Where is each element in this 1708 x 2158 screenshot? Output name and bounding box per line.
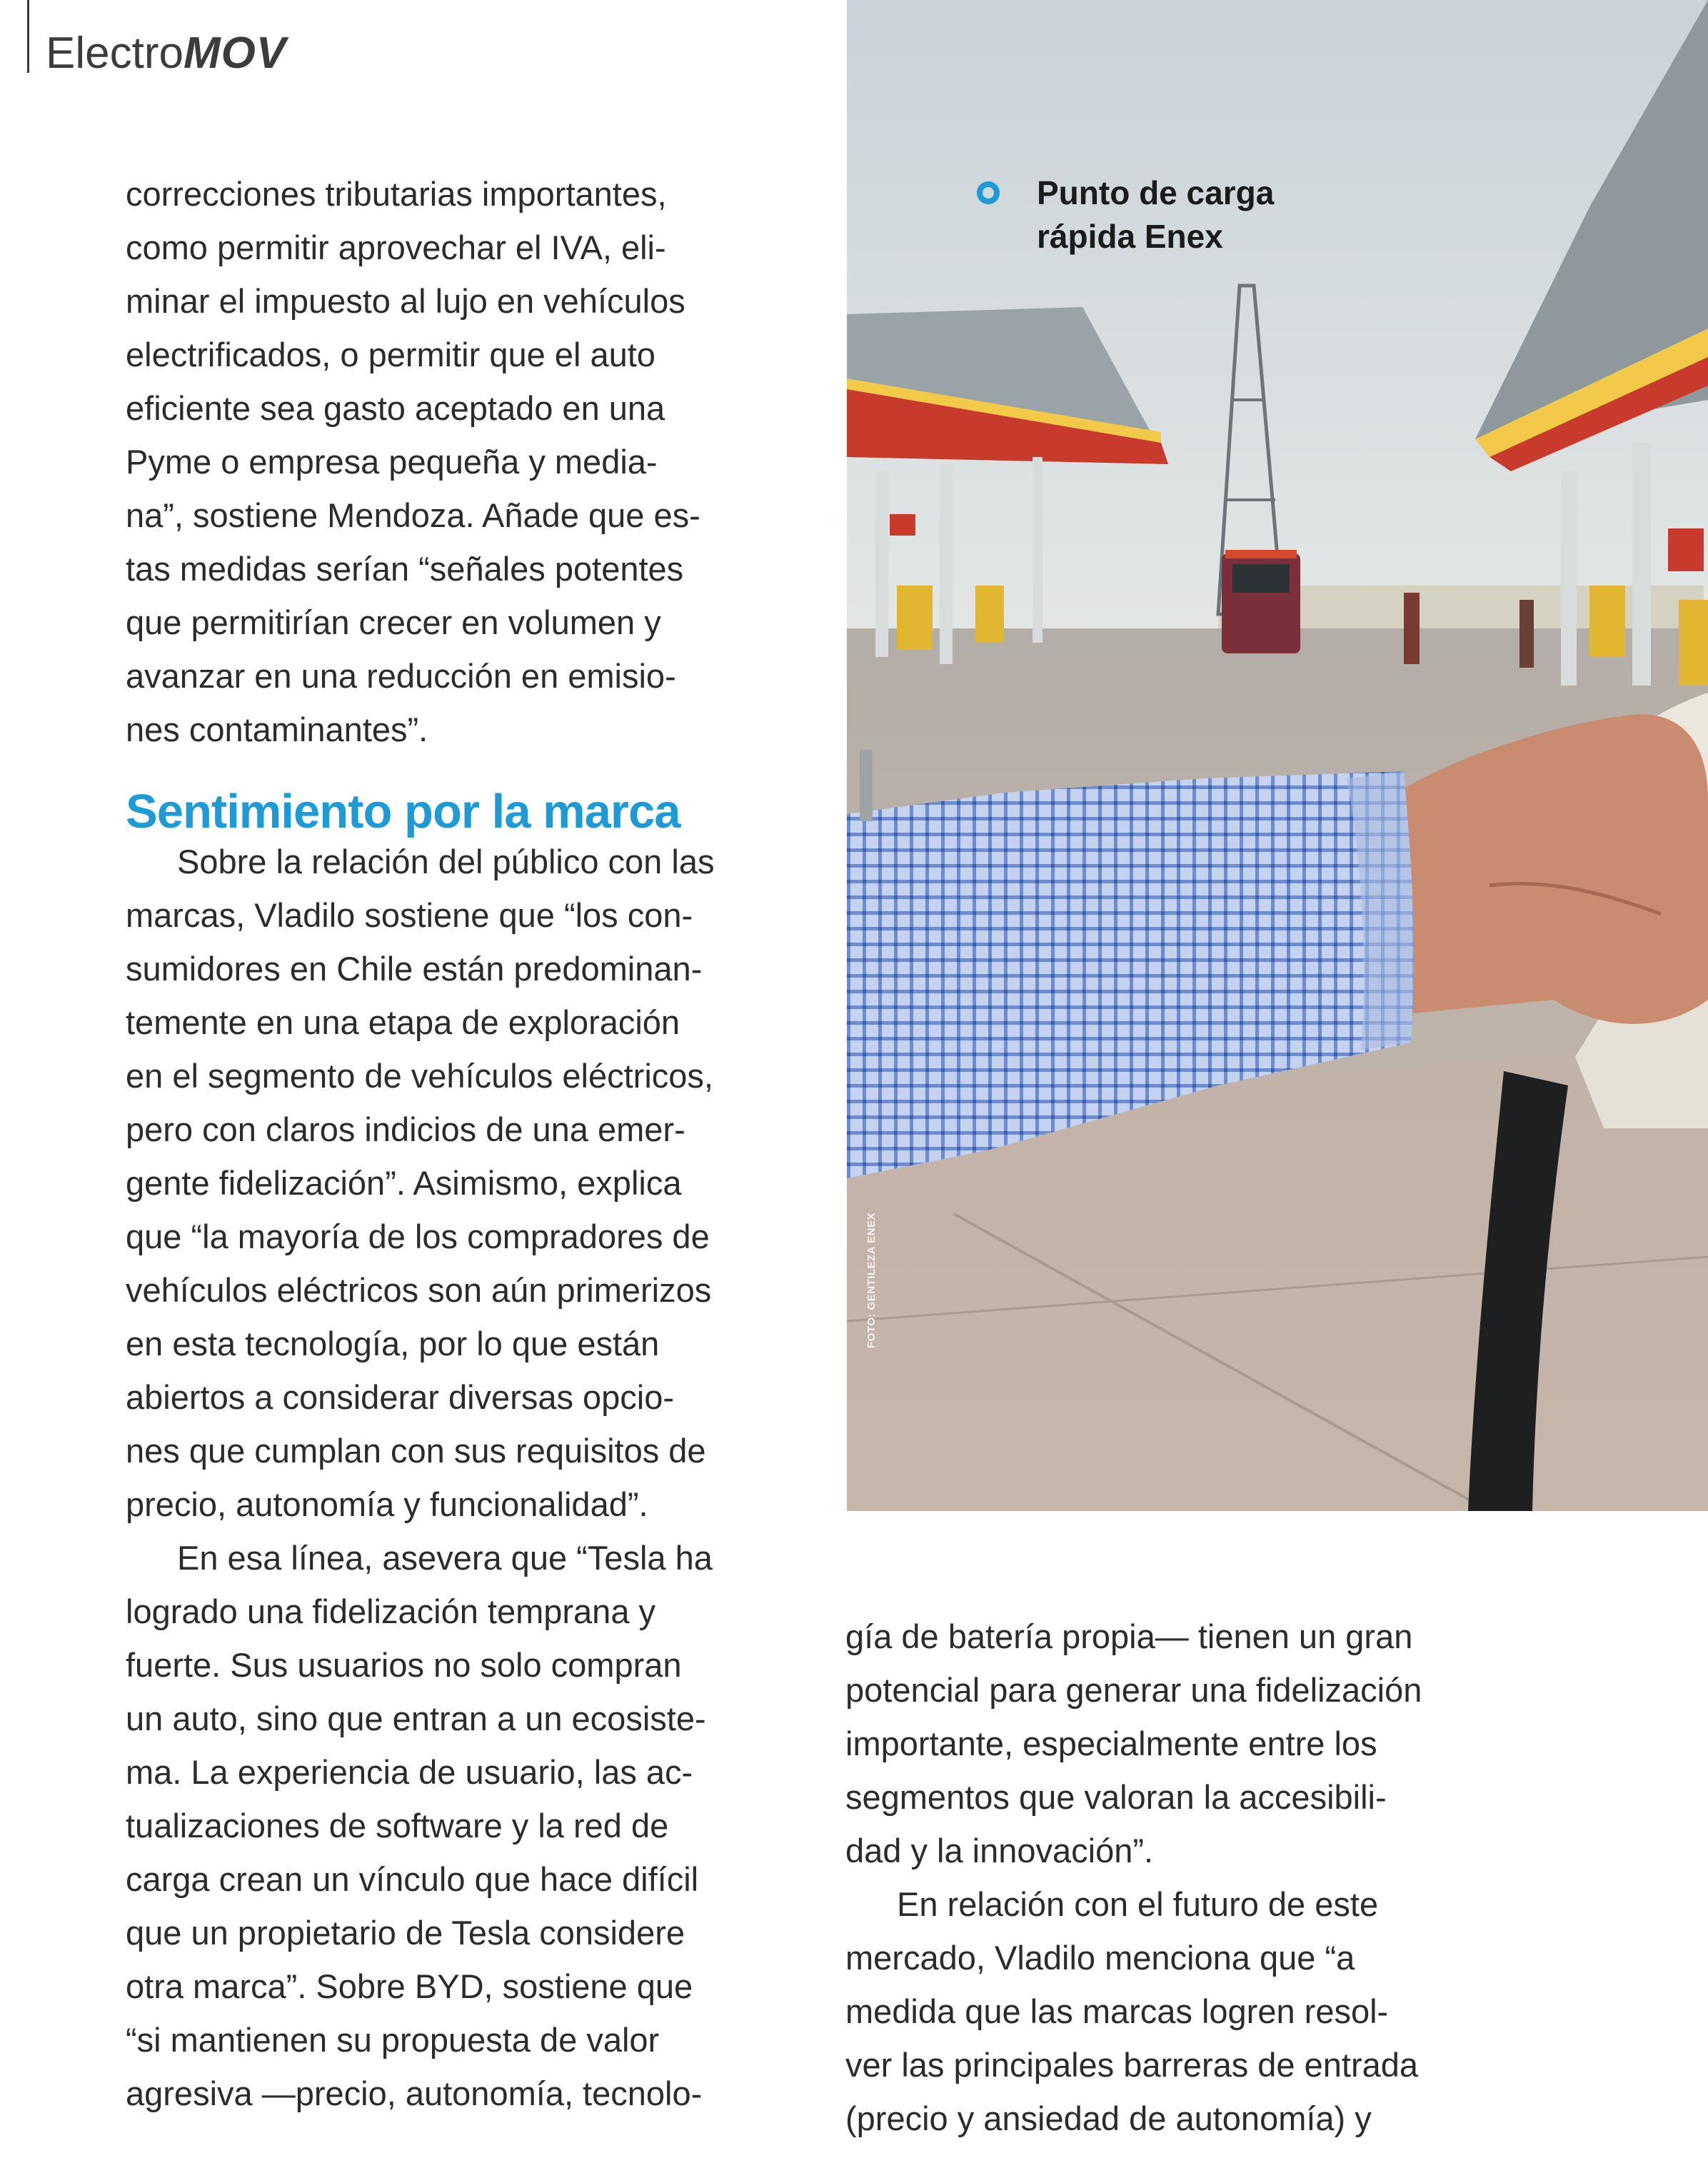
text-line: carga crean un vínculo que hace difícil: [126, 1860, 699, 1898]
paragraph-market-future: [845, 1877, 1631, 2145]
text-line: nes contaminantes”.: [126, 711, 428, 748]
text-line: en esta tecnología, por lo que están: [126, 1325, 660, 1362]
text-line: mercado, Vladilo menciona que “a: [845, 1939, 1355, 1977]
paragraph-tesla-byd: [126, 1531, 797, 2120]
text-line: (precio y ansiedad de autonomía) y: [845, 2099, 1372, 2137]
text-line: na”, sostiene Mendoza. Añade que es-: [126, 496, 700, 534]
text-line: marcas, Vladilo sostiene que “los con-: [126, 896, 693, 934]
caption-line-1: Punto de carga: [1037, 174, 1275, 211]
paragraph-byd-continuation: [845, 1610, 1631, 1877]
left-column: [126, 167, 797, 2120]
text-line: que un propietario de Tesla considere: [126, 1914, 685, 1952]
text-line: ver las principales barreras de entrada: [845, 2046, 1419, 2084]
text-line: avanzar en una reducción en emisio-: [126, 657, 676, 695]
magazine-logo: [46, 29, 286, 79]
caption-text: [1037, 171, 1274, 259]
text-line: temente en una etapa de exploración: [126, 1003, 680, 1041]
caption-line-2: rápida Enex: [1037, 218, 1223, 255]
text-line: que “la mayoría de los compradores de: [126, 1218, 710, 1255]
text-line: logrado una fidelización temprana y: [126, 1592, 656, 1630]
text-line: En esa línea, asevera que “Tesla ha: [177, 1539, 713, 1577]
text-line: nes que cumplan con sus requisitos de: [126, 1432, 706, 1470]
header-rule: [27, 0, 29, 73]
text-line: sumidores en Chile están predominan-: [126, 950, 703, 988]
text-line: Pyme o empresa pequeña y media-: [126, 443, 658, 481]
logo-bold-text: MOV: [183, 29, 287, 78]
text-line: fuerte. Sus usuarios no solo compran: [126, 1646, 682, 1684]
text-line: un auto, sino que entran a un ecosiste-: [126, 1700, 706, 1737]
text-line: tas medidas serían “señales potentes: [126, 550, 684, 588]
text-line: correcciones tributarias importantes,: [126, 175, 667, 213]
text-line: minar el impuesto al lujo en vehículos: [126, 282, 685, 320]
logo-light-text: Electro: [46, 29, 184, 78]
text-line: agresiva —precio, autonomía, tecnolo-: [126, 2074, 703, 2112]
charging-station-illustration: [847, 0, 1708, 1511]
text-line: vehículos eléctricos son aún primerizos: [126, 1271, 712, 1309]
right-column: [845, 1610, 1631, 2145]
text-line: electrificados, o permitir que el auto: [126, 336, 655, 373]
text-line: potencial para generar una fidelización: [845, 1671, 1422, 1709]
text-line: importante, especialmente entre los: [845, 1725, 1377, 1762]
text-line: abiertos a considerar diversas opcio-: [126, 1378, 675, 1416]
text-line: dad y la innovación”.: [845, 1832, 1154, 1870]
text-line: En relación con el futuro de este: [897, 1885, 1379, 1923]
text-line: Sobre la relación del público con las: [177, 843, 715, 880]
photo-credit: FOTO: GENTILEZA ENEX: [865, 1212, 878, 1348]
paragraph-brand-relation: [126, 835, 797, 1531]
text-line: “si mantienen su propuesta de valor: [126, 2021, 660, 2059]
article-photo: [847, 0, 1708, 1511]
section-heading: Sentimiento por la marca: [126, 785, 680, 838]
text-line: que permitirían crecer en volumen y: [126, 603, 661, 641]
text-line: como permitir aprovechar el IVA, eli-: [126, 229, 666, 266]
text-line: pero con claros indicios de una emer-: [126, 1110, 685, 1148]
text-line: en el segmento de vehículos eléctricos,: [126, 1057, 713, 1095]
text-line: ma. La experiencia de usuario, las ac-: [126, 1753, 693, 1791]
caption-bullet-icon: [977, 181, 1000, 204]
text-line: gía de batería propia— tienen un gran: [845, 1617, 1413, 1655]
text-line: eficiente sea gasto aceptado en una: [126, 389, 665, 427]
text-line: precio, autonomía y funcionalidad”.: [126, 1485, 648, 1523]
text-line: medida que las marcas logren resol-: [845, 1992, 1389, 2030]
paragraph-intro: [126, 167, 797, 756]
text-line: otra marca”. Sobre BYD, sostiene que: [126, 1967, 693, 2005]
text-line: gente fidelización”. Asimismo, explica: [126, 1164, 682, 1202]
text-line: tualizaciones de software y la red de: [126, 1807, 669, 1845]
text-line: segmentos que valoran la accesibili-: [845, 1778, 1387, 1816]
